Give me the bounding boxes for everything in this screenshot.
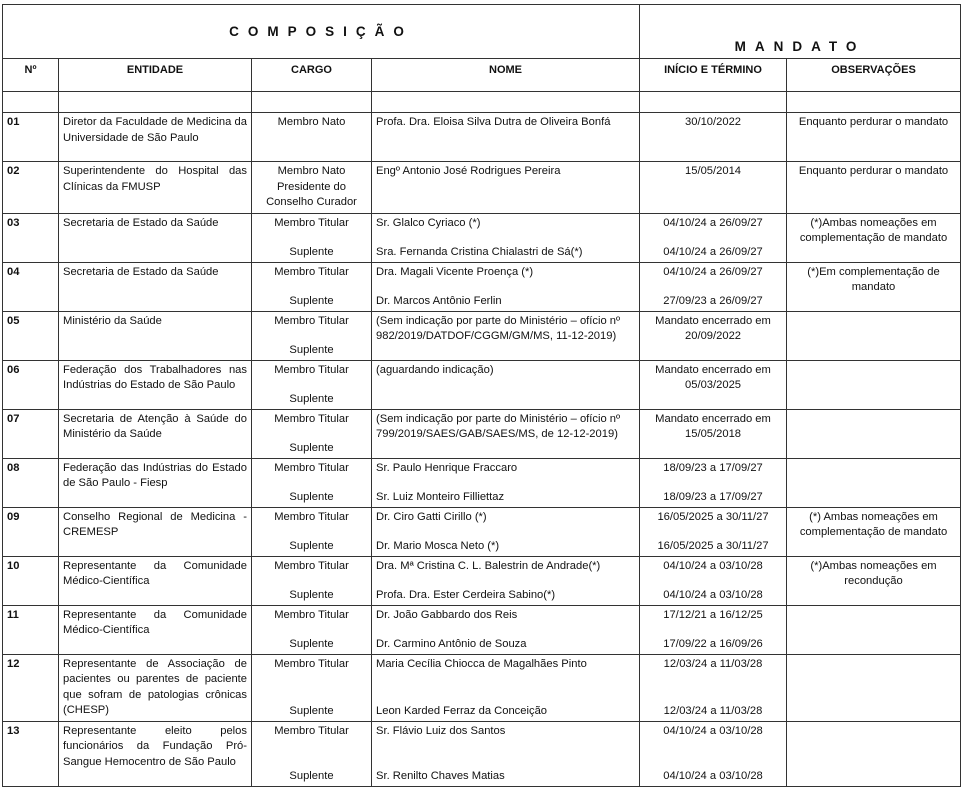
nome-titular: (Sem indicação por parte do Ministério – ofício nº 982/2019/DATDOF/CGGM/GM/MS, 11-12-2019): [376, 314, 621, 342]
nome-titular: Sr. Paulo Henrique Fraccaro: [376, 461, 518, 474]
row-number: 03: [3, 213, 59, 262]
row-entidade: Federação dos Trabalhadores nas Indústrias do Estado de São Paulo: [59, 360, 252, 409]
row-cargo: [252, 409, 372, 458]
col-inicio: INÍCIO E TÉRMINO: [640, 59, 787, 92]
cargo-titular: Membro Titular: [274, 265, 349, 278]
data-suplente: 04/10/24 a 03/10/28: [663, 589, 763, 601]
row-mandato-datas: [640, 262, 787, 311]
data-titular: 04/10/24 a 03/10/28: [663, 559, 763, 572]
data-suplente: 04/10/24 a 03/10/28: [663, 770, 763, 782]
row-entidade: Secretaria de Estado da Saúde: [59, 213, 252, 262]
row-entidade: Representante eleito pelos funcionários da Fundação Pró-Sangue Hemocentro de São Paulo: [59, 721, 252, 786]
table-row: [3, 162, 961, 214]
row-mandato-datas: [640, 556, 787, 605]
row-entidade: Ministério da Saúde: [59, 311, 252, 360]
cargo-titular: Membro Titular: [274, 216, 349, 229]
row-number: 04: [3, 262, 59, 311]
row-observacoes: Enquanto perdurar o mandato: [787, 113, 961, 162]
nome-suplente: Sra. Fernanda Cristina Chialastri de Sá(*): [376, 246, 583, 258]
row-nome: [372, 458, 640, 507]
row-observacoes: Enquanto perdurar o mandato: [787, 162, 961, 214]
row-cargo: [252, 262, 372, 311]
nome-suplente: Dr. Carmino Antônio de Souza: [376, 638, 527, 650]
data-suplente: 16/05/2025 a 30/11/27: [657, 540, 769, 552]
mandato-header: MANDATO: [640, 5, 961, 59]
row-observacoes: [787, 721, 961, 786]
row-cargo: [252, 113, 372, 162]
row-number: 07: [3, 409, 59, 458]
row-number: 10: [3, 556, 59, 605]
data-titular: 30/10/2022: [685, 116, 742, 128]
nome-suplente: Leon Karded Ferraz da Conceição: [376, 705, 548, 717]
row-mandato-datas: [640, 409, 787, 458]
row-nome: [372, 113, 640, 162]
row-nome: [372, 162, 640, 214]
table-row: [3, 409, 961, 458]
row-number: 01: [3, 113, 59, 162]
cargo-titular: Membro Titular: [274, 314, 349, 327]
row-mandato-datas: [640, 360, 787, 409]
data-suplente: 12/03/24 a 11/03/28: [663, 705, 763, 717]
row-mandato-datas: [640, 458, 787, 507]
cargo-suplente: Suplente: [289, 246, 334, 258]
row-mandato-datas: [640, 213, 787, 262]
row-observacoes: [787, 409, 961, 458]
row-mandato-datas: [640, 113, 787, 162]
row-entidade: Secretaria de Estado da Saúde: [59, 262, 252, 311]
row-cargo: [252, 311, 372, 360]
row-cargo: [252, 654, 372, 721]
row-cargo: [252, 721, 372, 786]
table-row: [3, 721, 961, 786]
row-entidade: Conselho Regional de Medicina - CREMESP: [59, 507, 252, 556]
col-cargo: CARGO: [252, 59, 372, 92]
row-entidade: Representante da Comunidade Médico-Científica: [59, 605, 252, 654]
nome-suplente: Dr. Marcos Antônio Ferlin: [376, 295, 502, 307]
table-row: [3, 113, 961, 162]
col-num: Nº: [3, 59, 59, 92]
data-suplente: 27/09/23 a 26/09/27: [663, 295, 763, 307]
cargo-titular: Membro Titular: [274, 724, 349, 737]
data-suplente: 04/10/24 a 26/09/27: [663, 246, 763, 258]
row-observacoes: (*)Ambas nomeações em complementação de mandato: [787, 213, 961, 262]
row-observacoes: [787, 654, 961, 721]
data-titular: Mandato encerrado em 20/09/2022: [655, 314, 771, 342]
row-number: 11: [3, 605, 59, 654]
row-number: 05: [3, 311, 59, 360]
row-nome: [372, 507, 640, 556]
cargo-titular: Membro Titular: [274, 510, 349, 523]
row-nome: [372, 556, 640, 605]
nome-titular: Sr. Flávio Luiz dos Santos: [376, 724, 506, 737]
row-observacoes: (*)Em complementação de mandato: [787, 262, 961, 311]
row-observacoes: (*) Ambas nomeações em complementação de mandato: [787, 507, 961, 556]
table-row: [3, 213, 961, 262]
nome-titular: Maria Cecília Chiocca de Magalhães Pinto: [376, 657, 587, 670]
row-cargo: [252, 605, 372, 654]
row-nome: [372, 213, 640, 262]
row-observacoes: [787, 360, 961, 409]
row-entidade: Superintendente do Hospital das Clínicas da FMUSP: [59, 162, 252, 214]
cargo-suplente: Suplente: [289, 442, 334, 454]
nome-titular: Dra. Magali Vicente Proença (*): [376, 265, 534, 278]
cargo-titular: Membro Titular: [274, 559, 349, 572]
table-row: [3, 311, 961, 360]
composition-table: [2, 4, 961, 787]
row-nome: [372, 654, 640, 721]
table-row: [3, 458, 961, 507]
data-titular: 16/05/2025 a 30/11/27: [657, 510, 769, 523]
row-entidade: Diretor da Faculdade de Medicina da Universidade de São Paulo: [59, 113, 252, 162]
nome-titular: (aguardando indicação): [376, 363, 494, 376]
cargo-titular: Membro Titular: [274, 461, 349, 474]
row-entidade: Representante de Associação de pacientes ou parentes de paciente que sofram de patologias crônicas (CHESP): [59, 654, 252, 721]
row-number: 13: [3, 721, 59, 786]
nome-titular: Dra. Mª Cristina C. L. Balestrin de Andrade(*): [376, 559, 601, 572]
row-observacoes: [787, 311, 961, 360]
cargo-titular: Membro Titular: [274, 412, 349, 425]
data-titular: Mandato encerrado em 15/05/2018: [655, 412, 771, 440]
col-nome: NOME: [372, 59, 640, 92]
cargo-titular: Membro Titular: [274, 363, 349, 376]
row-mandato-datas: [640, 605, 787, 654]
nome-suplente: Dr. Mario Mosca Neto (*): [376, 540, 500, 552]
row-entidade: Representante da Comunidade Médico-Científica: [59, 556, 252, 605]
data-titular: 12/03/24 a 11/03/28: [663, 657, 763, 670]
row-nome: [372, 262, 640, 311]
row-entidade: Secretaria de Atenção à Saúde do Ministério da Saúde: [59, 409, 252, 458]
nome-titular: Dr. João Gabbardo dos Reis: [376, 608, 518, 621]
row-nome: [372, 360, 640, 409]
cargo-titular: Membro Nato Presidente do Conselho Curador: [266, 165, 357, 208]
data-titular: 04/10/24 a 26/09/27: [663, 216, 763, 229]
nome-titular: Dr. Ciro Gatti Cirillo (*): [376, 510, 487, 523]
row-cargo: [252, 507, 372, 556]
table-row: [3, 360, 961, 409]
row-mandato-datas: [640, 721, 787, 786]
row-mandato-datas: [640, 311, 787, 360]
cargo-suplente: Suplente: [289, 638, 334, 650]
data-titular: 18/09/23 a 17/09/27: [663, 461, 763, 474]
row-nome: [372, 605, 640, 654]
row-nome: [372, 311, 640, 360]
row-observacoes: (*)Ambas nomeações em recondução: [787, 556, 961, 605]
data-titular: 17/12/21 a 16/12/25: [663, 608, 763, 621]
cargo-suplente: Suplente: [289, 589, 334, 601]
col-entidade: ENTIDADE: [59, 59, 252, 92]
row-cargo: [252, 360, 372, 409]
table-row: [3, 605, 961, 654]
row-observacoes: [787, 458, 961, 507]
nome-titular: Engº Antonio José Rodrigues Pereira: [376, 165, 561, 177]
table-row: [3, 556, 961, 605]
row-cargo: [252, 556, 372, 605]
row-number: 08: [3, 458, 59, 507]
row-cargo: [252, 213, 372, 262]
row-number: 09: [3, 507, 59, 556]
row-entidade: Federação das Indústrias do Estado de São Paulo - Fiesp: [59, 458, 252, 507]
cargo-suplente: Suplente: [289, 770, 334, 782]
nome-suplente: Sr. Luiz Monteiro Filliettaz: [376, 491, 505, 503]
row-mandato-datas: [640, 507, 787, 556]
row-nome: [372, 721, 640, 786]
nome-titular: (Sem indicação por parte do Ministério – ofício nº 799/2019/SAES/GAB/SAES/MS, de 12-12-2019): [376, 412, 621, 440]
row-nome: [372, 409, 640, 458]
nome-titular: Profa. Dra. Eloisa Silva Dutra de Oliveira Bonfá: [376, 116, 611, 128]
composicao-header: COMPOSIÇÃO: [3, 5, 640, 59]
spacer-row: [3, 92, 961, 113]
table-row: [3, 262, 961, 311]
data-suplente: 18/09/23 a 17/09/27: [663, 491, 763, 503]
cargo-titular: Membro Nato: [277, 116, 346, 128]
row-number: 02: [3, 162, 59, 214]
row-mandato-datas: [640, 162, 787, 214]
cargo-suplente: Suplente: [289, 344, 334, 356]
data-titular: 15/05/2014: [685, 165, 742, 177]
data-titular: Mandato encerrado em 05/03/2025: [655, 363, 771, 391]
nome-titular: Sr. Glalco Cyriaco (*): [376, 216, 481, 229]
row-cargo: [252, 458, 372, 507]
row-observacoes: [787, 605, 961, 654]
cargo-suplente: Suplente: [289, 540, 334, 552]
col-observacoes: OBSERVAÇÕES: [787, 59, 961, 92]
cargo-titular: Membro Titular: [274, 608, 349, 621]
data-suplente: 17/09/22 a 16/09/26: [663, 638, 763, 650]
cargo-titular: Membro Titular: [274, 657, 349, 670]
data-titular: 04/10/24 a 03/10/28: [663, 724, 763, 737]
row-mandato-datas: [640, 654, 787, 721]
cargo-suplente: Suplente: [289, 393, 334, 405]
nome-suplente: Profa. Dra. Ester Cerdeira Sabino(*): [376, 589, 556, 601]
cargo-suplente: Suplente: [289, 705, 334, 717]
nome-suplente: Sr. Renilto Chaves Matias: [376, 770, 505, 782]
table-row: [3, 507, 961, 556]
row-cargo: [252, 162, 372, 214]
table-row: [3, 654, 961, 721]
cargo-suplente: Suplente: [289, 491, 334, 503]
row-number: 12: [3, 654, 59, 721]
data-titular: 04/10/24 a 26/09/27: [663, 265, 763, 278]
cargo-suplente: Suplente: [289, 295, 334, 307]
row-number: 06: [3, 360, 59, 409]
